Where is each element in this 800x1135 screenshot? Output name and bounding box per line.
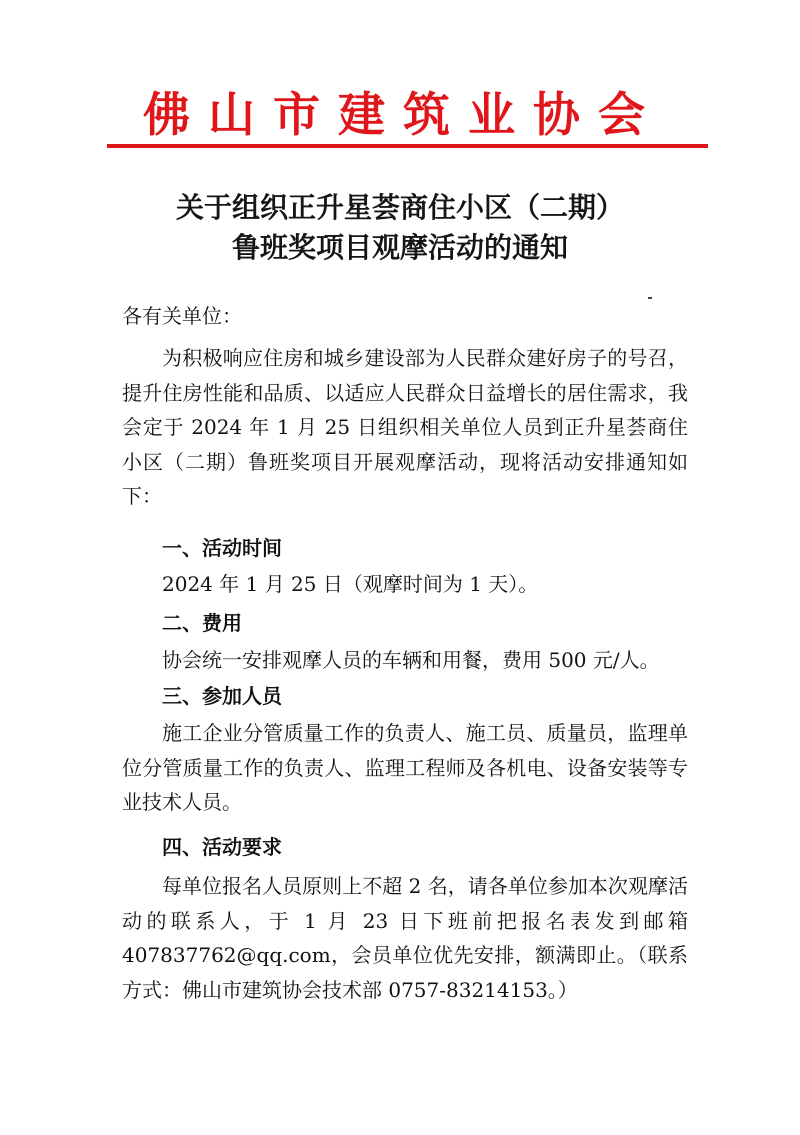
document-title-line-2: 鲁班奖项目观摩活动的通知 [231,231,568,264]
document-title-line-1: 关于组织正升星荟商住小区（二期） [175,191,624,224]
section-body-requirements: 每单位报名人员原则上不超 2 名，请各单位参加本次观摩活动的联系人，于 1 月 23 日下班前把报名表发到邮箱 407837762@qq.com，会员单位优先安排，额满即止。（联系方式：佛山市建筑协会技术部 0757-83214153。） [122,874,688,1002]
section-body-participants: 施工企业分管质量工作的负责人、施工员、质量员，监理单位分管质量工作的负责人、监理工程师及各机电、设备安装等专业技术人员。 [122,721,688,815]
letterhead-organization-name: 佛山市建筑业协会 [143,88,663,143]
stray-ink-mark [648,297,652,299]
section-heading-fees: 二、费用 [162,611,242,635]
section-body-activity-time: 2024 年 1 月 25 日（观摩时间为 1 天）。 [162,572,539,596]
section-body-fees: 协会统一安排观摩人员的车辆和用餐，费用 500 元/人。 [162,648,660,672]
intro-paragraph: 为积极响应住房和城乡建设部为人民群众建好房子的号召，提升住房性能和品质、以适应人民群众日益增长的居住需求，我会定于 2024 年 1 月 25 日组织相关单位人员到正升星荟商住小区（二期）鲁班奖项目开展观摩活动，现将活动安排通知如下： [122,346,688,509]
section-heading-activity-time: 一、活动时间 [162,536,282,560]
section-heading-participants: 三、参加人员 [162,684,282,708]
salutation: 各有关单位： [122,304,242,328]
section-heading-requirements: 四、活动要求 [162,835,282,859]
letterhead-red-rule [107,144,708,148]
